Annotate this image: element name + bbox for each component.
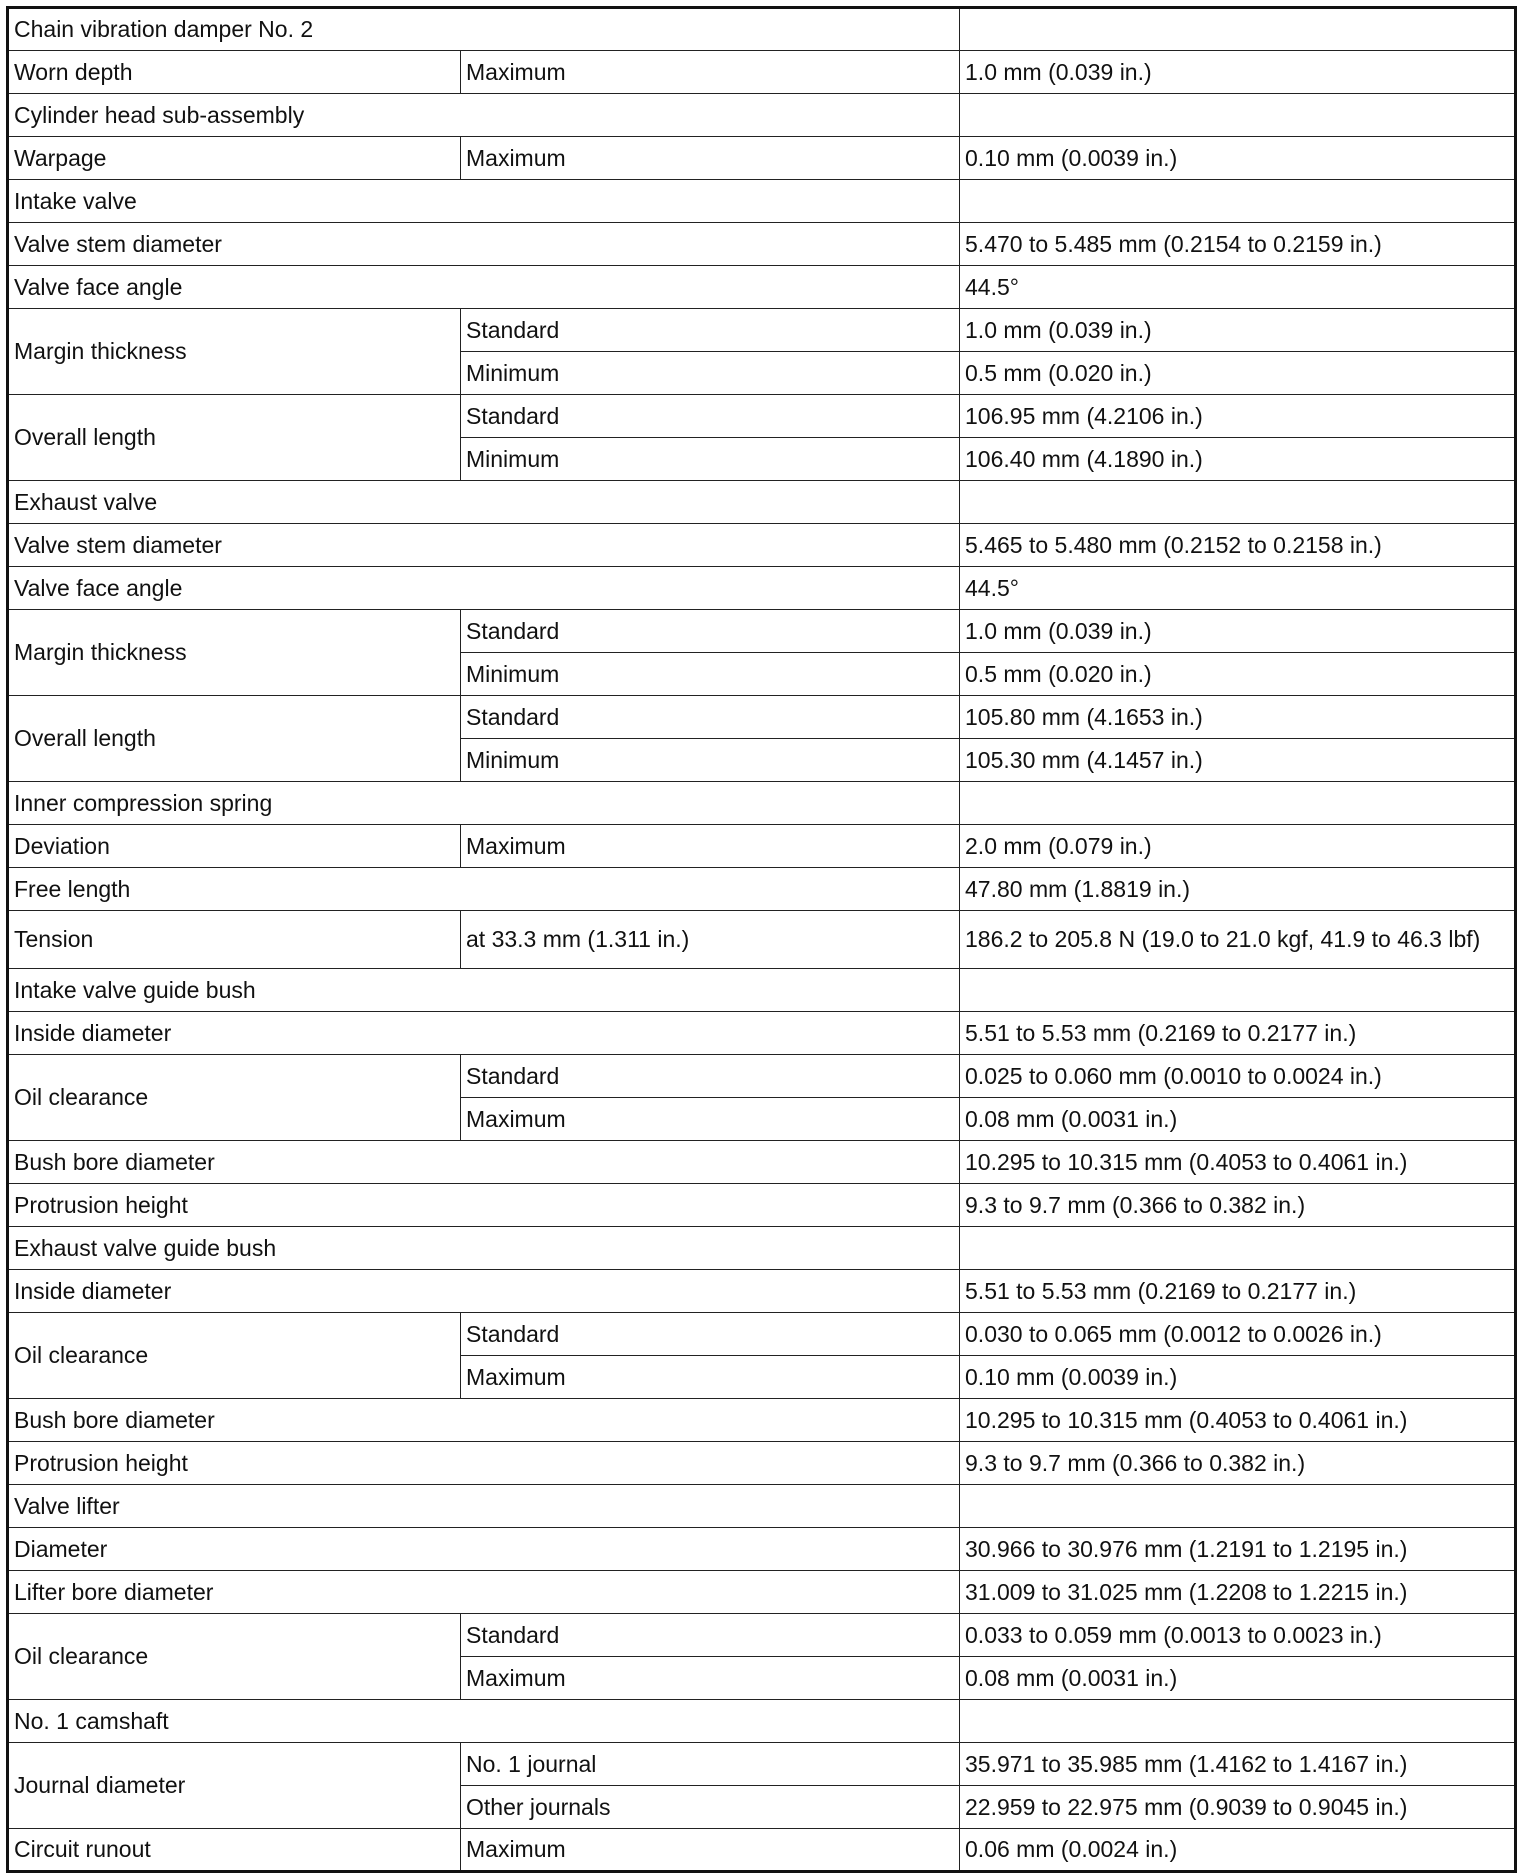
spec-item: Tension [8, 911, 461, 969]
spec-value: 5.51 to 5.53 mm (0.2169 to 0.2177 in.) [960, 1012, 1516, 1055]
spec-condition: Standard [461, 395, 960, 438]
spec-condition: Maximum [461, 1657, 960, 1700]
spec-row [8, 1743, 1516, 1786]
spec-row [8, 1399, 1516, 1442]
spec-item: Warpage [8, 137, 461, 180]
spec-item: Overall length [8, 696, 461, 782]
spec-row [8, 911, 1516, 969]
spec-condition: Maximum [461, 51, 960, 94]
section-header-row [8, 1700, 1516, 1743]
spec-item: Bush bore diameter [8, 1399, 960, 1442]
spec-item: Overall length [8, 395, 461, 481]
section-header-row [8, 180, 1516, 223]
spec-condition: Minimum [461, 438, 960, 481]
spec-value: 31.009 to 31.025 mm (1.2208 to 1.2215 in.) [960, 1571, 1516, 1614]
spec-value: 5.51 to 5.53 mm (0.2169 to 0.2177 in.) [960, 1270, 1516, 1313]
spec-value: 0.10 mm (0.0039 in.) [960, 137, 1516, 180]
spec-value: 0.08 mm (0.0031 in.) [960, 1098, 1516, 1141]
empty-cell [960, 1227, 1516, 1270]
spec-row [8, 1012, 1516, 1055]
spec-item: Valve face angle [8, 567, 960, 610]
spec-value: 9.3 to 9.7 mm (0.366 to 0.382 in.) [960, 1184, 1516, 1227]
spec-condition: Maximum [461, 1098, 960, 1141]
spec-row [8, 1614, 1516, 1657]
spec-item: Valve face angle [8, 266, 960, 309]
spec-value: 47.80 mm (1.8819 in.) [960, 868, 1516, 911]
section-title: Intake valve guide bush [8, 969, 960, 1012]
spec-item: Protrusion height [8, 1184, 960, 1227]
spec-row [8, 1184, 1516, 1227]
spec-row [8, 567, 1516, 610]
spec-value: 0.025 to 0.060 mm (0.0010 to 0.0024 in.) [960, 1055, 1516, 1098]
spec-row [8, 1829, 1516, 1872]
spec-row [8, 825, 1516, 868]
spec-value: 1.0 mm (0.039 in.) [960, 309, 1516, 352]
spec-value: 22.959 to 22.975 mm (0.9039 to 0.9045 in.) [960, 1786, 1516, 1829]
spec-condition: Standard [461, 1313, 960, 1356]
spec-item: Oil clearance [8, 1313, 461, 1399]
spec-value: 9.3 to 9.7 mm (0.366 to 0.382 in.) [960, 1442, 1516, 1485]
section-header-row [8, 94, 1516, 137]
spec-value: 44.5° [960, 567, 1516, 610]
section-title: Exhaust valve guide bush [8, 1227, 960, 1270]
section-title: Exhaust valve [8, 481, 960, 524]
spec-condition: Maximum [461, 1829, 960, 1872]
section-title: Inner compression spring [8, 782, 960, 825]
spec-condition: Other journals [461, 1786, 960, 1829]
spec-row [8, 610, 1516, 653]
spec-value: 106.40 mm (4.1890 in.) [960, 438, 1516, 481]
specification-table [6, 6, 1517, 1873]
spec-value: 0.10 mm (0.0039 in.) [960, 1356, 1516, 1399]
spec-row [8, 266, 1516, 309]
spec-row [8, 868, 1516, 911]
spec-value: 44.5° [960, 266, 1516, 309]
spec-row [8, 51, 1516, 94]
section-title: Intake valve [8, 180, 960, 223]
spec-row [8, 395, 1516, 438]
spec-value: 0.5 mm (0.020 in.) [960, 653, 1516, 696]
spec-item: Margin thickness [8, 610, 461, 696]
empty-cell [960, 969, 1516, 1012]
spec-value: 2.0 mm (0.079 in.) [960, 825, 1516, 868]
section-title: Valve lifter [8, 1485, 960, 1528]
spec-value: 186.2 to 205.8 N (19.0 to 21.0 kgf, 41.9 to 46.3 lbf) [960, 911, 1516, 969]
spec-row [8, 309, 1516, 352]
spec-item: Oil clearance [8, 1055, 461, 1141]
spec-item: Valve stem diameter [8, 223, 960, 266]
spec-item: Margin thickness [8, 309, 461, 395]
spec-row [8, 1141, 1516, 1184]
section-title: Cylinder head sub-assembly [8, 94, 960, 137]
spec-value: 0.06 mm (0.0024 in.) [960, 1829, 1516, 1872]
section-header-row [8, 1485, 1516, 1528]
spec-row [8, 137, 1516, 180]
empty-cell [960, 180, 1516, 223]
spec-value: 30.966 to 30.976 mm (1.2191 to 1.2195 in.) [960, 1528, 1516, 1571]
specification-table-body [8, 8, 1516, 1872]
spec-value: 0.08 mm (0.0031 in.) [960, 1657, 1516, 1700]
empty-cell [960, 1485, 1516, 1528]
spec-condition: Standard [461, 1614, 960, 1657]
empty-cell [960, 481, 1516, 524]
spec-item: Circuit runout [8, 1829, 461, 1872]
spec-condition: Maximum [461, 137, 960, 180]
spec-item: Free length [8, 868, 960, 911]
empty-cell [960, 782, 1516, 825]
spec-row [8, 223, 1516, 266]
spec-condition: Maximum [461, 825, 960, 868]
spec-item: Worn depth [8, 51, 461, 94]
section-title: Chain vibration damper No. 2 [8, 8, 960, 51]
spec-value: 105.30 mm (4.1457 in.) [960, 739, 1516, 782]
spec-condition: Maximum [461, 1356, 960, 1399]
spec-value: 1.0 mm (0.039 in.) [960, 51, 1516, 94]
spec-value: 5.470 to 5.485 mm (0.2154 to 0.2159 in.) [960, 223, 1516, 266]
spec-value: 0.030 to 0.065 mm (0.0012 to 0.0026 in.) [960, 1313, 1516, 1356]
spec-value: 1.0 mm (0.039 in.) [960, 610, 1516, 653]
spec-row [8, 696, 1516, 739]
spec-item: Inside diameter [8, 1012, 960, 1055]
spec-item: Journal diameter [8, 1743, 461, 1829]
empty-cell [960, 94, 1516, 137]
spec-value: 106.95 mm (4.2106 in.) [960, 395, 1516, 438]
section-header-row [8, 481, 1516, 524]
spec-condition: Standard [461, 1055, 960, 1098]
spec-condition: Minimum [461, 653, 960, 696]
spec-row [8, 1528, 1516, 1571]
spec-value: 5.465 to 5.480 mm (0.2152 to 0.2158 in.) [960, 524, 1516, 567]
spec-value: 105.80 mm (4.1653 in.) [960, 696, 1516, 739]
spec-row [8, 1313, 1516, 1356]
spec-row [8, 1055, 1516, 1098]
spec-condition: Standard [461, 696, 960, 739]
spec-item: Deviation [8, 825, 461, 868]
spec-condition: No. 1 journal [461, 1743, 960, 1786]
section-header-row [8, 8, 1516, 51]
spec-condition: at 33.3 mm (1.311 in.) [461, 911, 960, 969]
spec-row [8, 524, 1516, 567]
spec-item: Diameter [8, 1528, 960, 1571]
spec-value: 0.5 mm (0.020 in.) [960, 352, 1516, 395]
spec-value: 35.971 to 35.985 mm (1.4162 to 1.4167 in.) [960, 1743, 1516, 1786]
spec-row [8, 1270, 1516, 1313]
spec-row [8, 1571, 1516, 1614]
spec-item: Bush bore diameter [8, 1141, 960, 1184]
spec-value: 10.295 to 10.315 mm (0.4053 to 0.4061 in.) [960, 1141, 1516, 1184]
section-title: No. 1 camshaft [8, 1700, 960, 1743]
spec-value: 0.033 to 0.059 mm (0.0013 to 0.0023 in.) [960, 1614, 1516, 1657]
spec-item: Valve stem diameter [8, 524, 960, 567]
spec-row [8, 1442, 1516, 1485]
spec-item: Oil clearance [8, 1614, 461, 1700]
spec-item: Lifter bore diameter [8, 1571, 960, 1614]
section-header-row [8, 1227, 1516, 1270]
empty-cell [960, 8, 1516, 51]
spec-condition: Standard [461, 309, 960, 352]
spec-value: 10.295 to 10.315 mm (0.4053 to 0.4061 in.) [960, 1399, 1516, 1442]
spec-item: Protrusion height [8, 1442, 960, 1485]
spec-item: Inside diameter [8, 1270, 960, 1313]
section-header-row [8, 782, 1516, 825]
spec-condition: Minimum [461, 739, 960, 782]
spec-condition: Minimum [461, 352, 960, 395]
section-header-row [8, 969, 1516, 1012]
spec-condition: Standard [461, 610, 960, 653]
empty-cell [960, 1700, 1516, 1743]
